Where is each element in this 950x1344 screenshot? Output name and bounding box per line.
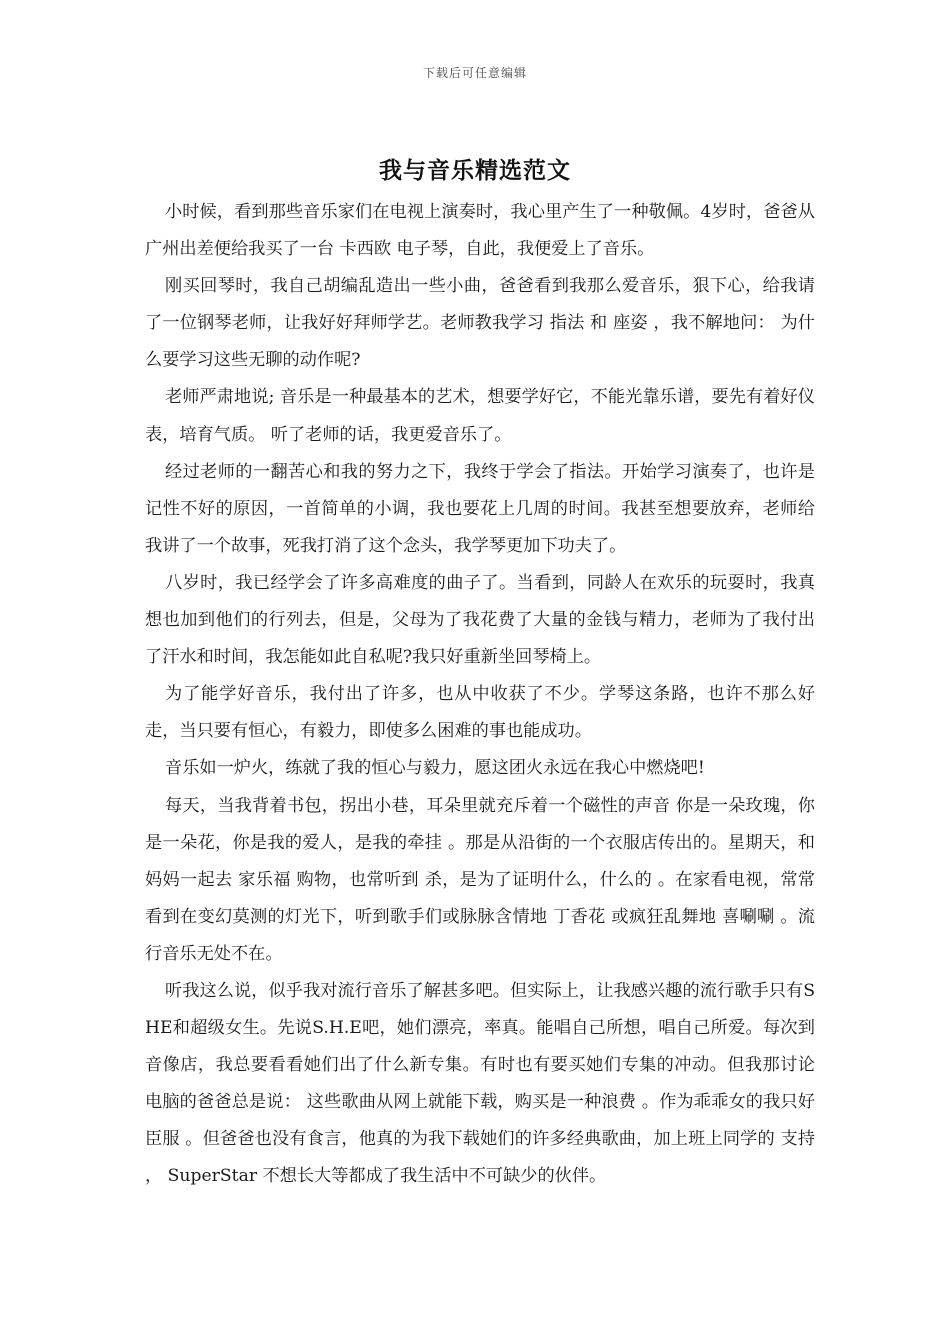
article-body [145, 194, 815, 1196]
document-title: 我与音乐精选范文 [379, 157, 571, 184]
paragraph-8: 每天，当我背着书包，拐出小巷，耳朵里就充斥着一个磁性的声音 你是一朵玫瑰，你是一朵花，你是我的爱人，是我的牵挂 。那是从沿街的一个衣服店传出的。星期天，和妈妈一起去 家乐福 购物，也常听到 杀，是为了证明什么，什么的 。在家看电视，常常看到在变幻莫测的灯光下，听到歌手们或脉脉含情地 丁香花 或疯狂乱舞地 喜唰唰 。流行音乐无处不在。 [145, 795, 815, 964]
paragraph-6: 为了能学好音乐，我付出了许多，也从中收获了不少。学琴这条路，也许不那么好走，当只要有恒心，有毅力，即使多么困难的事也能成功。 [145, 684, 815, 742]
paragraph-5: 八岁时，我已经学会了许多高难度的曲子了。当看到，同龄人在欢乐的玩耍时，我真想也加到他们的行列去，但是，父母为了我花费了大量的金钱与精力，老师为了我付出了汗水和时间，我怎能如此自私呢?我只好重新坐回琴椅上。 [145, 572, 815, 668]
paragraph-4: 经过老师的一翻苦心和我的努力之下，我终于学会了指法。开始学习演奏了，也许是记性不好的原因，一首简单的小调，我也要花上几周的时间。我甚至想要放弃，老师给我讲了一个故事，死我打消了这个念头，我学琴更加下功夫了。 [145, 461, 815, 556]
paragraph-3: 老师严肃地说; 音乐是一种最基本的艺术，想要学好它，不能光靠乐谱，要先有着好仪表，培育气质。 听了老师的话，我更爱音乐了。 [145, 387, 815, 445]
paragraph-1: 小时候，看到那些音乐家们在电视上演奏时，我心里产生了一种敬佩。4岁时，爸爸从广州出差便给我买了一台 卡西欧 电子琴，自此，我便爱上了音乐。 [145, 202, 815, 260]
paragraph-2: 刚买回琴时，我自己胡编乱造出一些小曲，爸爸看到我那么爱音乐，狠下心，给我请了一位钢琴老师，让我好好拜师学艺。老师教我学习 指法 和 座姿 ，我不解地问： 为什么要学习这些无聊的动作呢? [145, 276, 815, 371]
paragraph-7: 音乐如一炉火，练就了我的恒心与毅力，愿这团火永远在我心中燃烧吧! [165, 758, 705, 779]
paragraph-9: 听我这么说，似乎我对流行音乐了解甚多吧。但实际上，让我感兴趣的流行歌手只有SHE和超级女生。先说S.H.E吧，她们漂亮，率真。能唱自己所想，唱自己所爱。每次到音像店，我总要看看她们出了什么新专集。有时也有要买她们专集的冲动。但我那讨论电脑的爸爸总是说： 这些歌曲从网上就能下载，购买是一种浪费 。作为乖乖女的我只好 臣服 。但爸爸也没有食言，他真的为我下载她们的许多经典歌曲，加上班上同学的 支持 ， SuperStar 不想长大等都成了我生活中不可缺少的伙伴。 [145, 980, 815, 1187]
header-note: 下载后可任意编辑 [422, 66, 527, 80]
